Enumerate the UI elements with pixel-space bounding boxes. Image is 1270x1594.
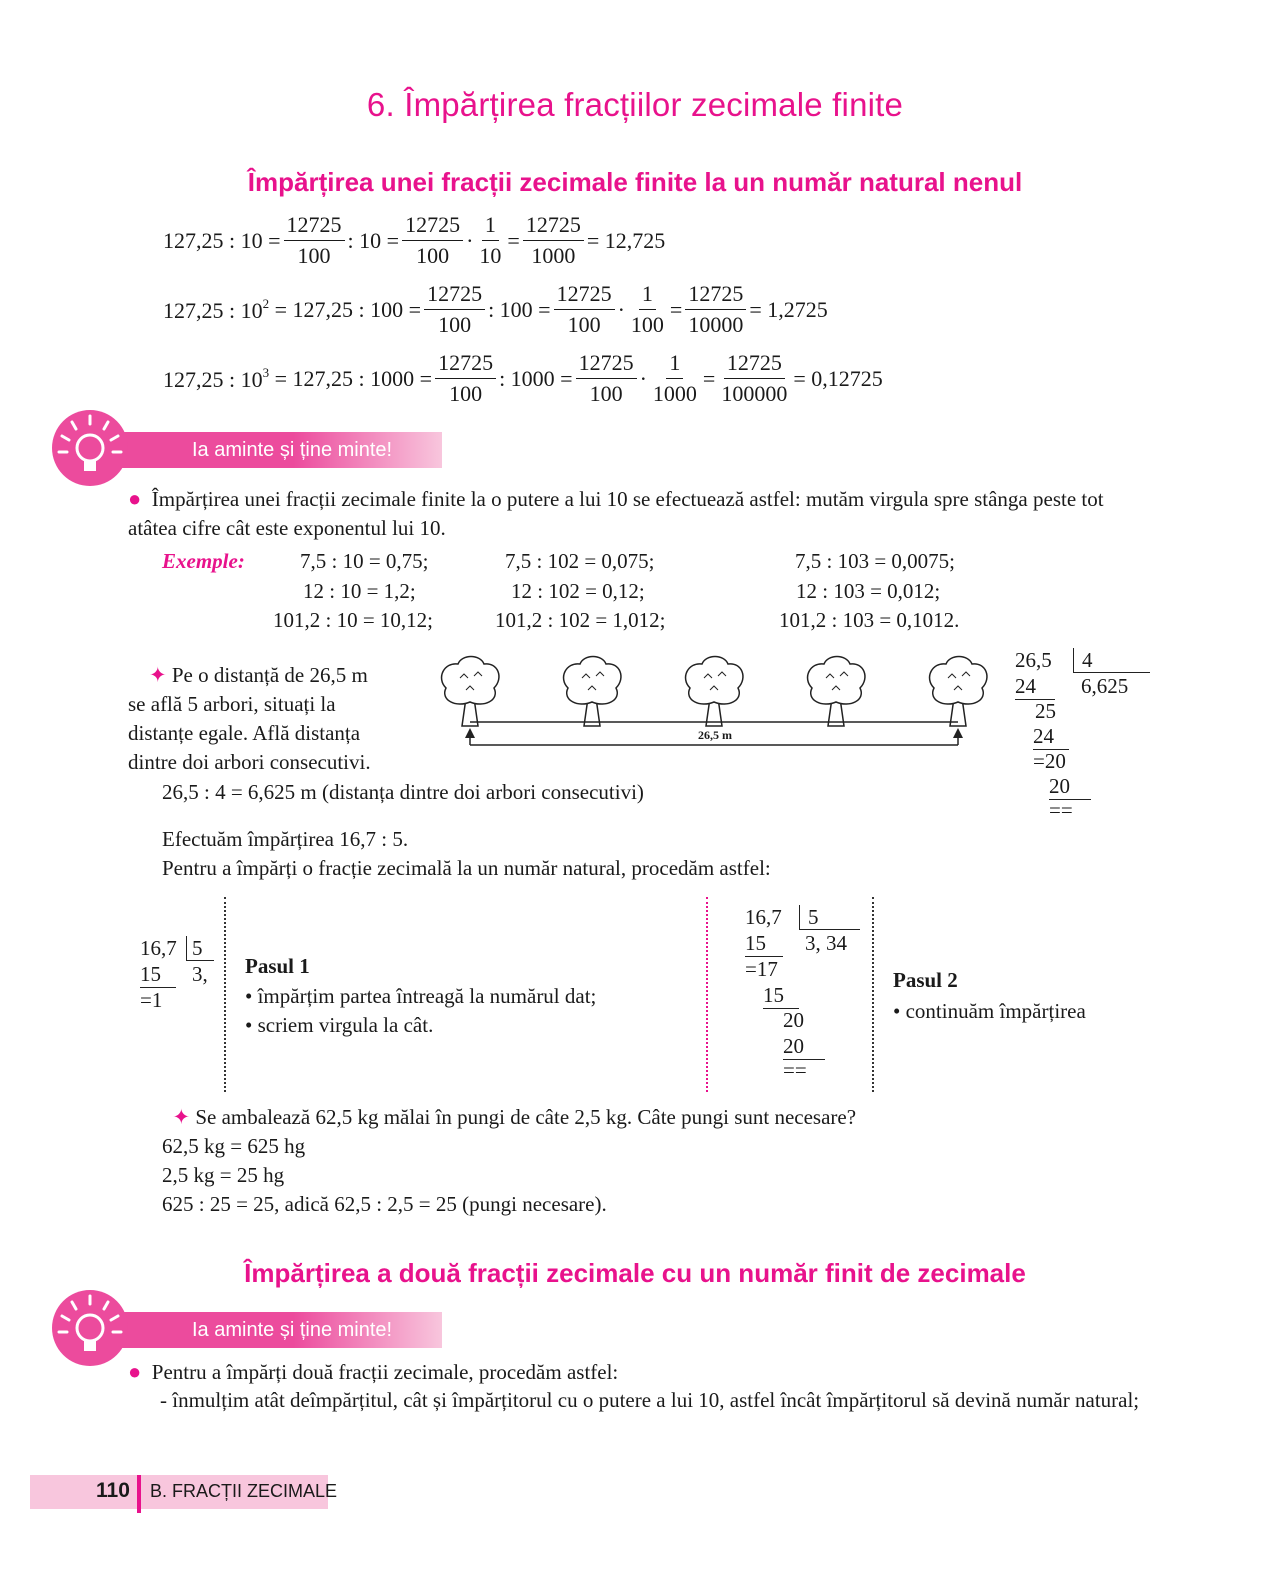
step-1-item-1: • împărțim partea întreagă la numărul dat; xyxy=(245,984,597,1008)
star-icon-2: ✦ xyxy=(172,1105,191,1129)
equation-3: 127,25 : $10^3$ = 127,25 : 1000 = $\frac{12725}{100}$ : 1000 = $\frac{12725}{100}$ · $\frac{1}{1000}$ = $\frac{12725}{100000}$ = 0,12725 xyxy=(163,350,883,406)
bullet-icon: ● xyxy=(128,486,142,511)
distance-label: 26,5 m xyxy=(698,728,732,742)
example-3-3: 101,2 : 103 = 0,1012. xyxy=(779,608,960,632)
remember-banner-2 xyxy=(52,1290,452,1354)
page-number: 110 xyxy=(96,1479,130,1502)
step-2-division: 16,7 5 3, 34 15 =17 15 20 20 == xyxy=(745,905,865,1085)
step-1-division: 16,7 5 3, 15 =1 xyxy=(140,936,220,1016)
rule-1: ● Împărțirea unei fracții zecimale finite la o putere a lui 10 se efectuează astfel: mutăm virgula spre stânga peste tot atâtea cifre cât este exponentul lui 10. xyxy=(128,486,1104,540)
problem-1-text: ✦ Pe o distanță de 26,5 m se află 5 arbori, situați la distanțe egale. Află distanța dintre doi arbori consecutivi. xyxy=(128,663,371,774)
equation-2: 127,25 : $10^2$ = 127,25 : 100 = $\frac{12725}{100}$ : 100 = $\frac{12725}{100}$ · $\frac{1}{100}$ = $\frac{12725}{10000}$ = 1,2725 xyxy=(163,281,828,337)
step-1-item-2: • scriem virgula la cât. xyxy=(245,1013,434,1037)
page-title: 6. Împărțirea fracțiilor zecimale finite xyxy=(366,86,904,123)
bullet-icon-2: ● xyxy=(128,1359,142,1384)
examples-label: Exemple: xyxy=(162,549,245,573)
remember-label: Ia aminte și ține minte! xyxy=(112,432,442,468)
example-1-1: 7,5 : 10 = 0,75; xyxy=(300,549,429,573)
chapter-name: B. FRACȚII ZECIMALE xyxy=(150,1481,338,1501)
trees-illustration xyxy=(440,650,990,760)
example-3-1: 101,2 : 10 = 10,12; xyxy=(273,608,434,632)
intro-line-2: Pentru a împărți o fracție zecimală la un număr natural, procedăm astfel: xyxy=(162,856,771,880)
problem-1-answer: 26,5 : 4 = 6,625 m (distanța dintre doi arbori consecutivi) xyxy=(162,780,644,804)
divider-3 xyxy=(872,897,874,1092)
section-title-1: Împărțirea unei fracții zecimale finite la un număr natural nenul xyxy=(247,167,1023,197)
step-2-item-1: • continuăm împărțirea xyxy=(893,999,1086,1023)
divider-1 xyxy=(224,897,226,1092)
lightbulb-icon xyxy=(52,1290,128,1366)
lightbulb-icon xyxy=(52,410,128,486)
example-2-1: 12 : 10 = 1,2; xyxy=(303,579,416,603)
step-1-title: Pasul 1 xyxy=(245,954,310,978)
equation-1: 127,25 : 10 = $\frac{12725}{100}$ : 10 = $\frac{12725}{100}$ · $\frac{1}{10}$ = $\frac{12725}{1000}$ = 12,725 xyxy=(163,212,666,268)
example-1-2: 7,5 : 102 = 0,075; xyxy=(505,549,655,573)
intro-line-1: Efectuăm împărțirea 16,7 : 5. xyxy=(162,827,409,851)
remember-banner-1 xyxy=(52,410,452,474)
long-division-1: 26,5 4 6,625 24 25 24 =20 20 == xyxy=(1015,648,1145,828)
example-2-3: 12 : 103 = 0,012; xyxy=(796,579,941,603)
remember-label-2: Ia aminte și ține minte! xyxy=(112,1312,442,1348)
problem-2-text: ✦ Se ambalează 62,5 kg mălai în pungi de câte 2,5 kg. Câte pungi sunt necesare? 62,5 kg = 625 hg 2,5 kg = 25 hg 625 : 25 = 25, adică 62,5 : 2,5 = 25 (pungi necesare). xyxy=(162,1105,857,1216)
footer-separator xyxy=(137,1475,141,1513)
section-title-2: Împărțirea a două fracții zecimale cu un număr finit de zecimale xyxy=(244,1258,1026,1288)
step-2-title: Pasul 2 xyxy=(893,968,958,992)
rule-2: ● Pentru a împărți două fracții zecimale, procedăm astfel: xyxy=(128,1359,619,1384)
star-icon: ✦ xyxy=(149,663,167,687)
example-1-3: 7,5 : 103 = 0,0075; xyxy=(795,549,956,573)
example-3-2: 101,2 : 102 = 1,012; xyxy=(495,608,666,632)
example-2-2: 12 : 102 = 0,12; xyxy=(511,579,645,603)
divider-2 xyxy=(706,897,708,1092)
rule-2-item: - înmulțim atât deîmpărțitul, cât și împărțitorul cu o putere a lui 10, astfel încât împărțitorul să devină număr natural; xyxy=(160,1388,1140,1412)
